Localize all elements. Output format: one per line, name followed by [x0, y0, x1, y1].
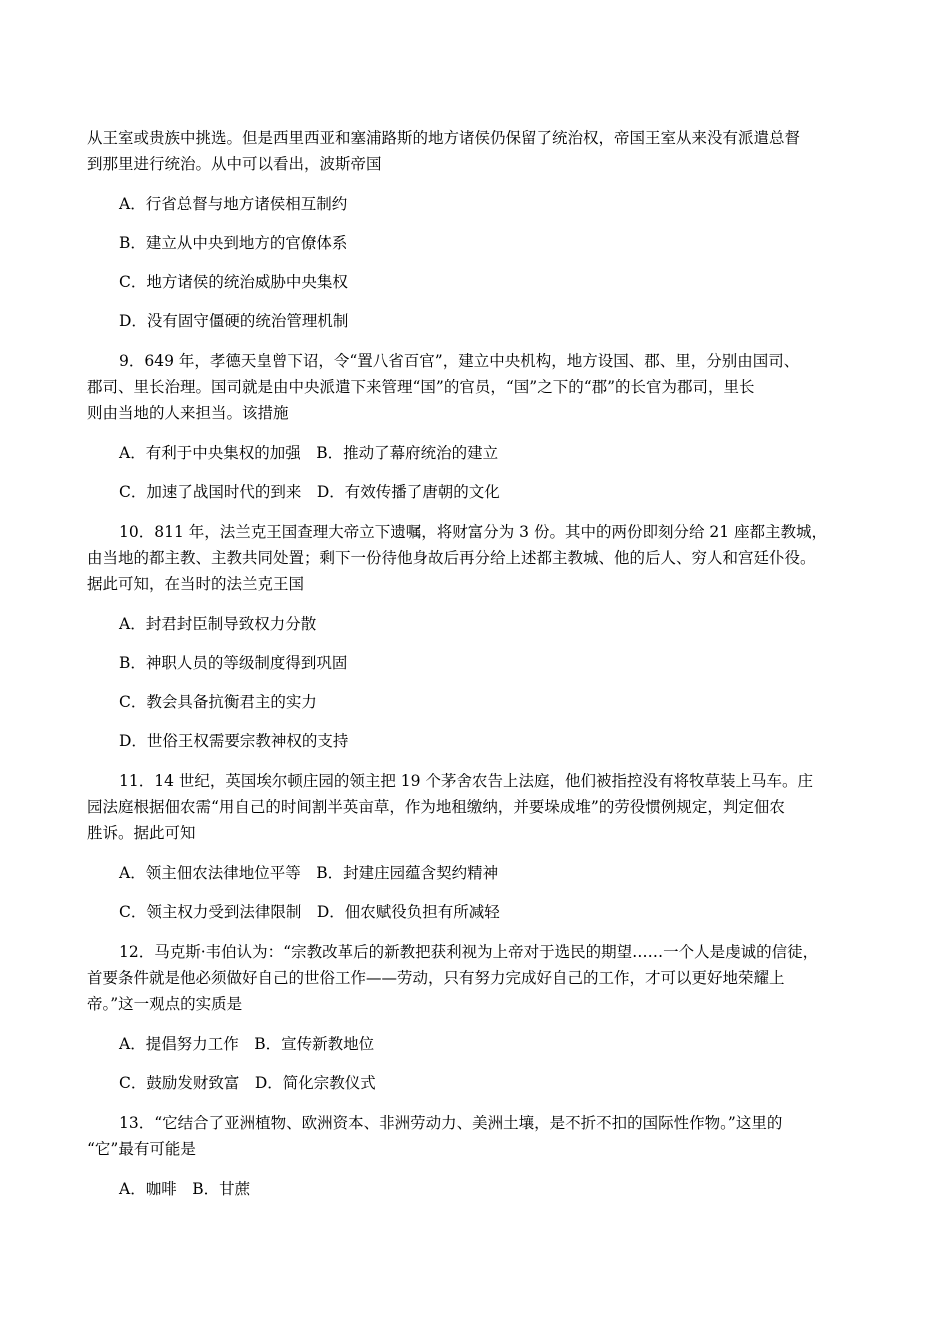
text-line: 帝。”这一观点的实质是	[87, 995, 243, 1013]
text-line: 11．14 世纪，英国埃尔顿庄园的领主把 19 个茅舍农告上法庭，他们被指控没有将牧草装上马车。庄	[119, 772, 813, 790]
text-line: 首要条件就是他必须做好自己的世俗工作——劳动，只有努力完成好自己的工作，才可以更好地荣耀上	[87, 969, 785, 987]
text-line: 郡司、里长治理。国司就是由中央派遣下来管理“国”的官员，“国”之下的“郡”的长官为郡司，里长	[87, 378, 755, 396]
option-line: A．领主佃农法律地位平等 B．封建庄园蕴含契约精神	[119, 864, 499, 882]
text-line: 从王室或贵族中挑选。但是西里西亚和塞浦路斯的地方诸侯仍保留了统治权，帝国王室从来没有派遣总督	[87, 129, 801, 147]
text-line: 到那里进行统治。从中可以看出，波斯帝国	[87, 155, 382, 173]
text-line: 12．马克斯·韦伯认为：“宗教改革后的新教把获利视为上帝对于选民的期望……一个人是虔诚的信徒，	[119, 943, 819, 961]
text-line: 则由当地的人来担当。该措施	[87, 404, 289, 422]
text-line: 胜诉。据此可知	[87, 824, 196, 842]
option-a: A．封君封臣制导致权力分散	[119, 615, 317, 633]
option-line: C．加速了战国时代的到来 D．有效传播了唐朝的文化	[119, 483, 500, 501]
option-d: D．世俗王权需要宗教神权的支持	[119, 732, 349, 750]
option-c: C．地方诸侯的统治威胁中央集权	[119, 273, 348, 291]
option-line: A．有利于中央集权的加强 B．推动了幕府统治的建立	[119, 444, 499, 462]
text-line: 9．649 年，孝德天皇曾下诏，令“置八省百官”，建立中央机构，地方设国、郡、里，分别由国司、	[119, 352, 800, 370]
text-line: 13．“它结合了亚洲植物、欧洲资本、非洲劳动力、美洲土壤，是不折不扣的国际性作物。”这里的	[119, 1114, 783, 1132]
text-line: 由当地的都主教、主教共同处置；剩下一份待他身故后再分给上述都主教城、他的后人、穷人和宫廷仆役。	[87, 549, 816, 567]
option-b: B．建立从中央到地方的官僚体系	[119, 234, 348, 252]
option-line: C．领主权力受到法律限制 D．佃农赋役负担有所减轻	[119, 903, 500, 921]
option-a: A．行省总督与地方诸侯相互制约	[119, 195, 348, 213]
option-d: D．没有固守僵硬的统治管理机制	[119, 312, 349, 330]
option-c: C．教会具备抗衡君主的实力	[119, 693, 317, 711]
option-line: C．鼓励发财致富 D．简化宗教仪式	[119, 1074, 376, 1092]
text-line: 10．811 年，法兰克王国查理大帝立下遗嘱，将财富分为 3 份。其中的两份即刻分给 21 座都主教城，	[119, 523, 828, 541]
option-line: A．咖啡 B．甘蔗	[119, 1180, 251, 1198]
text-line: “它”最有可能是	[87, 1140, 196, 1158]
option-b: B．神职人员的等级制度得到巩固	[119, 654, 348, 672]
text-line: 园法庭根据佃农需“用自己的时间割半英亩草，作为地租缴纳，并要垛成堆”的劳役惯例规定，判定佃农	[87, 798, 785, 816]
text-line: 据此可知，在当时的法兰克王国	[87, 575, 305, 593]
option-line: A．提倡努力工作 B．宣传新教地位	[119, 1035, 375, 1053]
